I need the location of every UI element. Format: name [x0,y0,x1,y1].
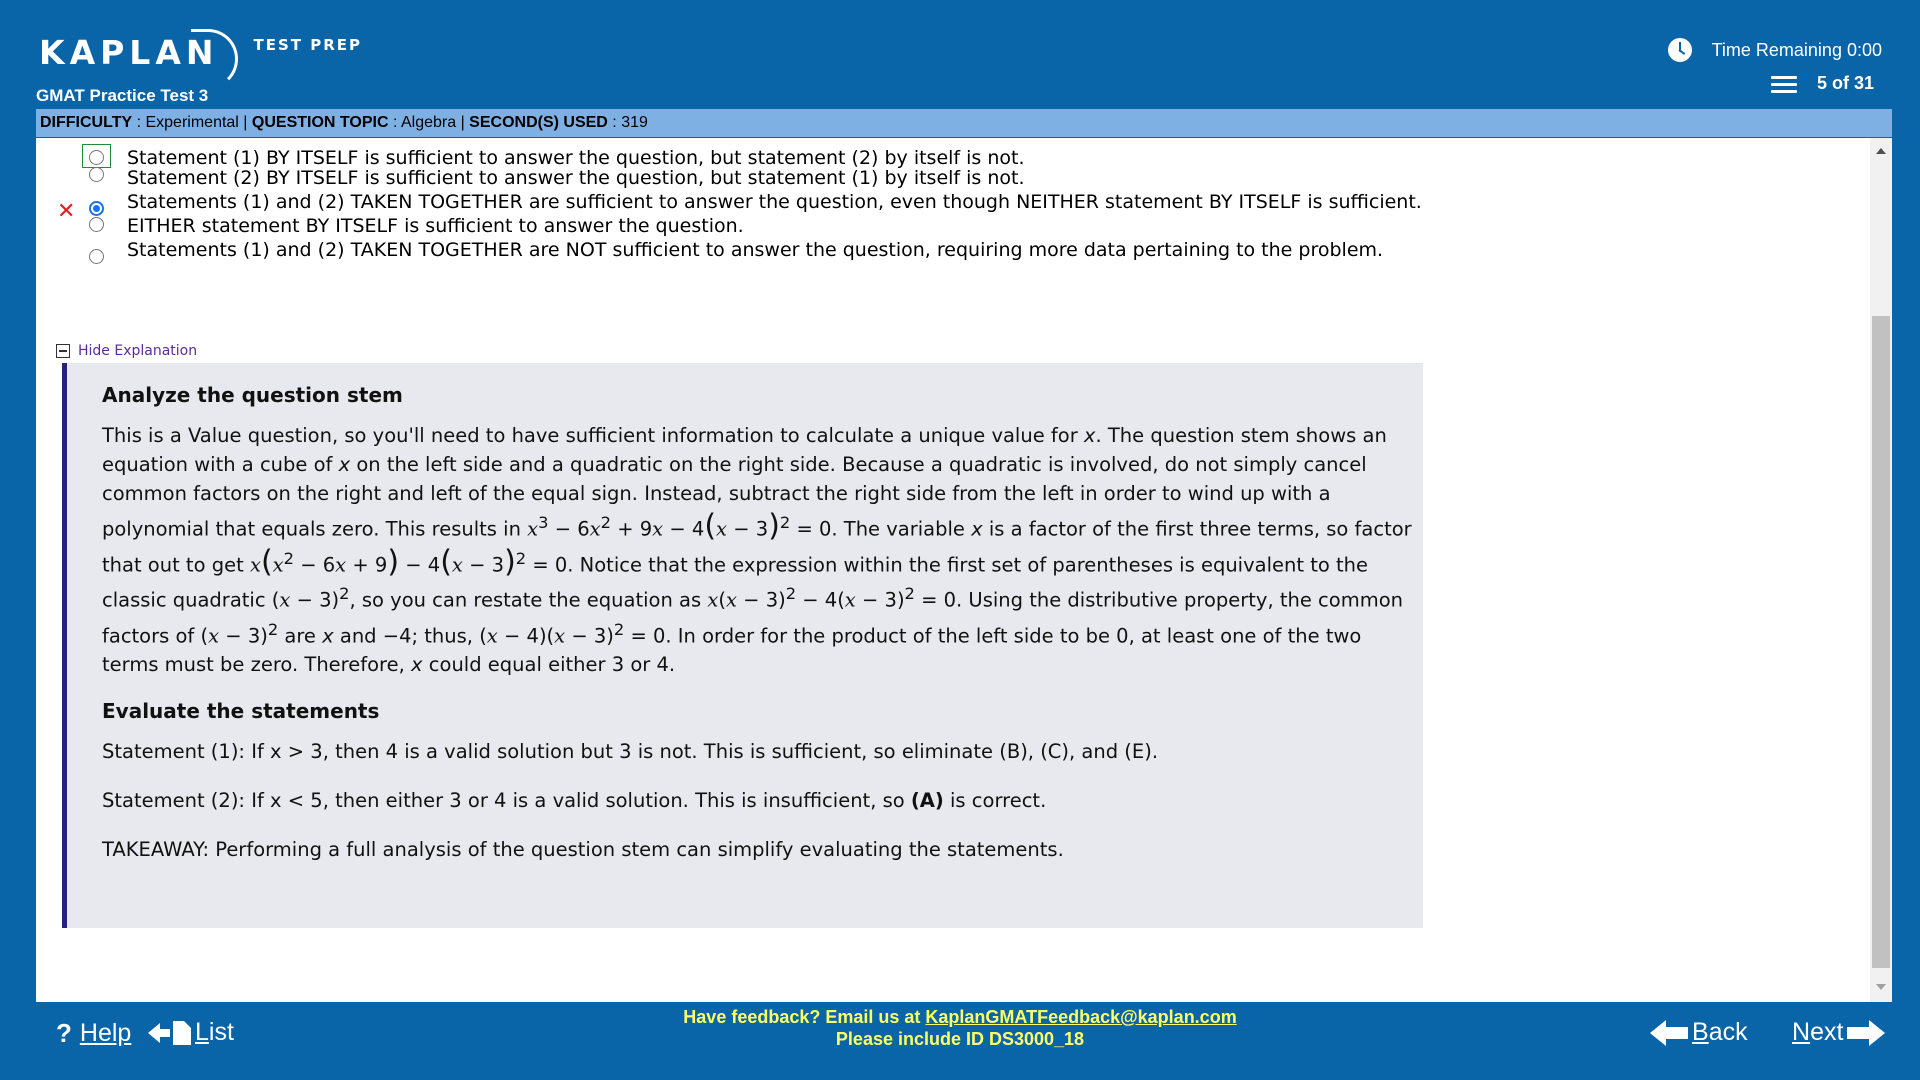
explanation-stem-paragraph: This is a Value question, so you'll need to have sufficient information to calculate a unique value for x. The question stem shows an equation with a cube of x on the left side and a quadratic on the right side. Because a quadratic is involved, do not simply cancel common factors on the right and left of the equal sign. Instead, subtract the right side from the left in order to wind up with a polynomial that equals zero. This results in $x^3 - 6x^2 + 9x - 4(x - 3)^2 = 0$. The variable x is a factor of the first three terms, so factor that out to get $x(x^2 - 6x + 9) - 4(x - 3)^2 = 0$. Notice that the expression within the first set of parentheses is equivalent to the classic quadratic $(x - 3)^2$, so you can restate the equation as $x(x - 3)^2 - 4(x - 3)^2 = 0$. Using the distributive property, the common factors of $(x - 3)^2$ are x and −4; thus, $(x - 4)(x - 3)^2 = 0$. In order for the product of the left side to be 0, at least one of the two terms must be zero. Therefore, x could equal either 3 or 4. [102,424,1412,676]
answer-choice-c[interactable] [36,190,1436,224]
list-arrow-icon [148,1023,160,1043]
topic-value: Algebra [400,114,457,131]
hide-explanation-label: Hide Explanation [78,343,198,359]
logo-word: KAPLAN [36,26,231,80]
list-label: List [195,1018,234,1046]
back-arrow-shaft [1666,1027,1688,1039]
question-stack-icon [1771,74,1797,94]
answer-choice-a[interactable] [36,146,1436,169]
explanation-heading-stem: Analyze the question stem [102,383,403,407]
help-label: Help [79,1019,132,1047]
feedback-email-link[interactable]: KaplanGMATFeedback@kaplan.com [925,1007,1237,1027]
help-icon: ? [56,1018,72,1048]
list-button[interactable] [148,1018,234,1047]
answer-choices [36,146,1436,262]
question-counter [1771,73,1874,94]
back-button[interactable] [1650,1018,1748,1047]
document-icon [173,1021,191,1045]
back-arrow-icon [1650,1020,1666,1046]
question-info-bar: DIFFICULTY : Experimental | QUESTION TOPIC : Algebra | SECOND(S) USED : 319 [36,109,1892,137]
answer-text-e: Statements (1) and (2) TAKEN TOGETHER are NOT sufficient to answer the question, requiring more data pertaining to the problem. [127,239,1384,261]
header-bar [0,0,1920,108]
list-arrow-shaft [160,1029,170,1037]
answer-text-c: Statements (1) and (2) TAKEN TOGETHER are sufficient to answer the question, even though NEITHER statement BY ITSELF is sufficient. [127,191,1422,213]
footer-bar [0,1002,1920,1080]
next-arrow-icon [1869,1020,1885,1046]
difficulty-label: DIFFICULTY [40,114,133,131]
vertical-scrollbar[interactable] [1870,138,1892,1002]
time-remaining [1668,38,1882,62]
answer-text-b: Statement (2) BY ITSELF is sufficient to answer the question, but statement (1) by itself is not. [127,167,1025,189]
statement-1-explanation: Statement (1): If x > 3, then 4 is a valid solution but 3 is not. This is sufficient, so eliminate (B), (C), and (E). [102,740,1159,763]
radio-a[interactable] [89,150,104,165]
feedback-notice [560,1006,1360,1050]
explanation-heading-statements: Evaluate the statements [102,699,380,723]
next-arrow-shaft [1847,1027,1869,1039]
feedback-line-1 [560,1006,1360,1028]
topic-label: QUESTION TOPIC [251,114,389,131]
back-label: Back [1692,1018,1748,1046]
incorrect-icon: ✕ [57,199,76,224]
statement-2-text: Statement (2): If x < 5, then either 3 or 4 is a valid solution. This is insufficient, so [102,789,911,812]
clock-icon [1668,38,1692,62]
difficulty-value: Experimental [145,114,239,131]
answer-choice-b[interactable] [36,166,1436,190]
help-button[interactable] [56,1018,131,1049]
answer-text-a: Statement (1) BY ITSELF is sufficient to answer the question, but statement (2) by itself is not. [127,147,1025,169]
test-name: GMAT Practice Test 3 [36,86,209,105]
radio-e[interactable] [89,249,104,264]
logo-subtitle: TEST PREP [253,36,363,54]
question-panel [36,138,1892,1002]
scroll-down-arrow-icon[interactable] [1876,984,1886,990]
scroll-thumb[interactable] [1872,316,1890,968]
question-count: 5 of 31 [1816,73,1874,93]
explanation-box [62,363,1423,928]
collapse-icon [56,344,70,358]
kaplan-logo [36,26,362,80]
hide-explanation-toggle[interactable] [56,343,197,359]
scroll-up-arrow-icon[interactable] [1876,148,1886,154]
seconds-value: 319 [621,114,648,131]
takeaway: TAKEAWAY: Performing a full analysis of the question stem can simplify evaluating the statements. [102,838,1064,861]
correct-answer-label: (A) [910,789,944,812]
feedback-line-2: Please include ID DS3000_18 [835,1029,1085,1049]
answer-choice-d[interactable] [36,214,1436,238]
next-button[interactable] [1792,1018,1885,1047]
seconds-label: SECOND(S) USED [469,114,608,131]
radio-b[interactable] [89,167,104,182]
statement-2-explanation [102,786,1413,815]
statement-2-text-end: is correct. [943,789,1047,812]
time-remaining-label: Time Remaining 0:00 [1711,39,1882,60]
radio-d[interactable] [89,217,104,232]
feedback-text: Have feedback? Email us at [683,1007,926,1027]
answer-text-d: EITHER statement BY ITSELF is sufficient to answer the question. [127,215,744,237]
next-label: Next [1792,1018,1844,1046]
answer-choice-e[interactable] [36,238,1436,262]
